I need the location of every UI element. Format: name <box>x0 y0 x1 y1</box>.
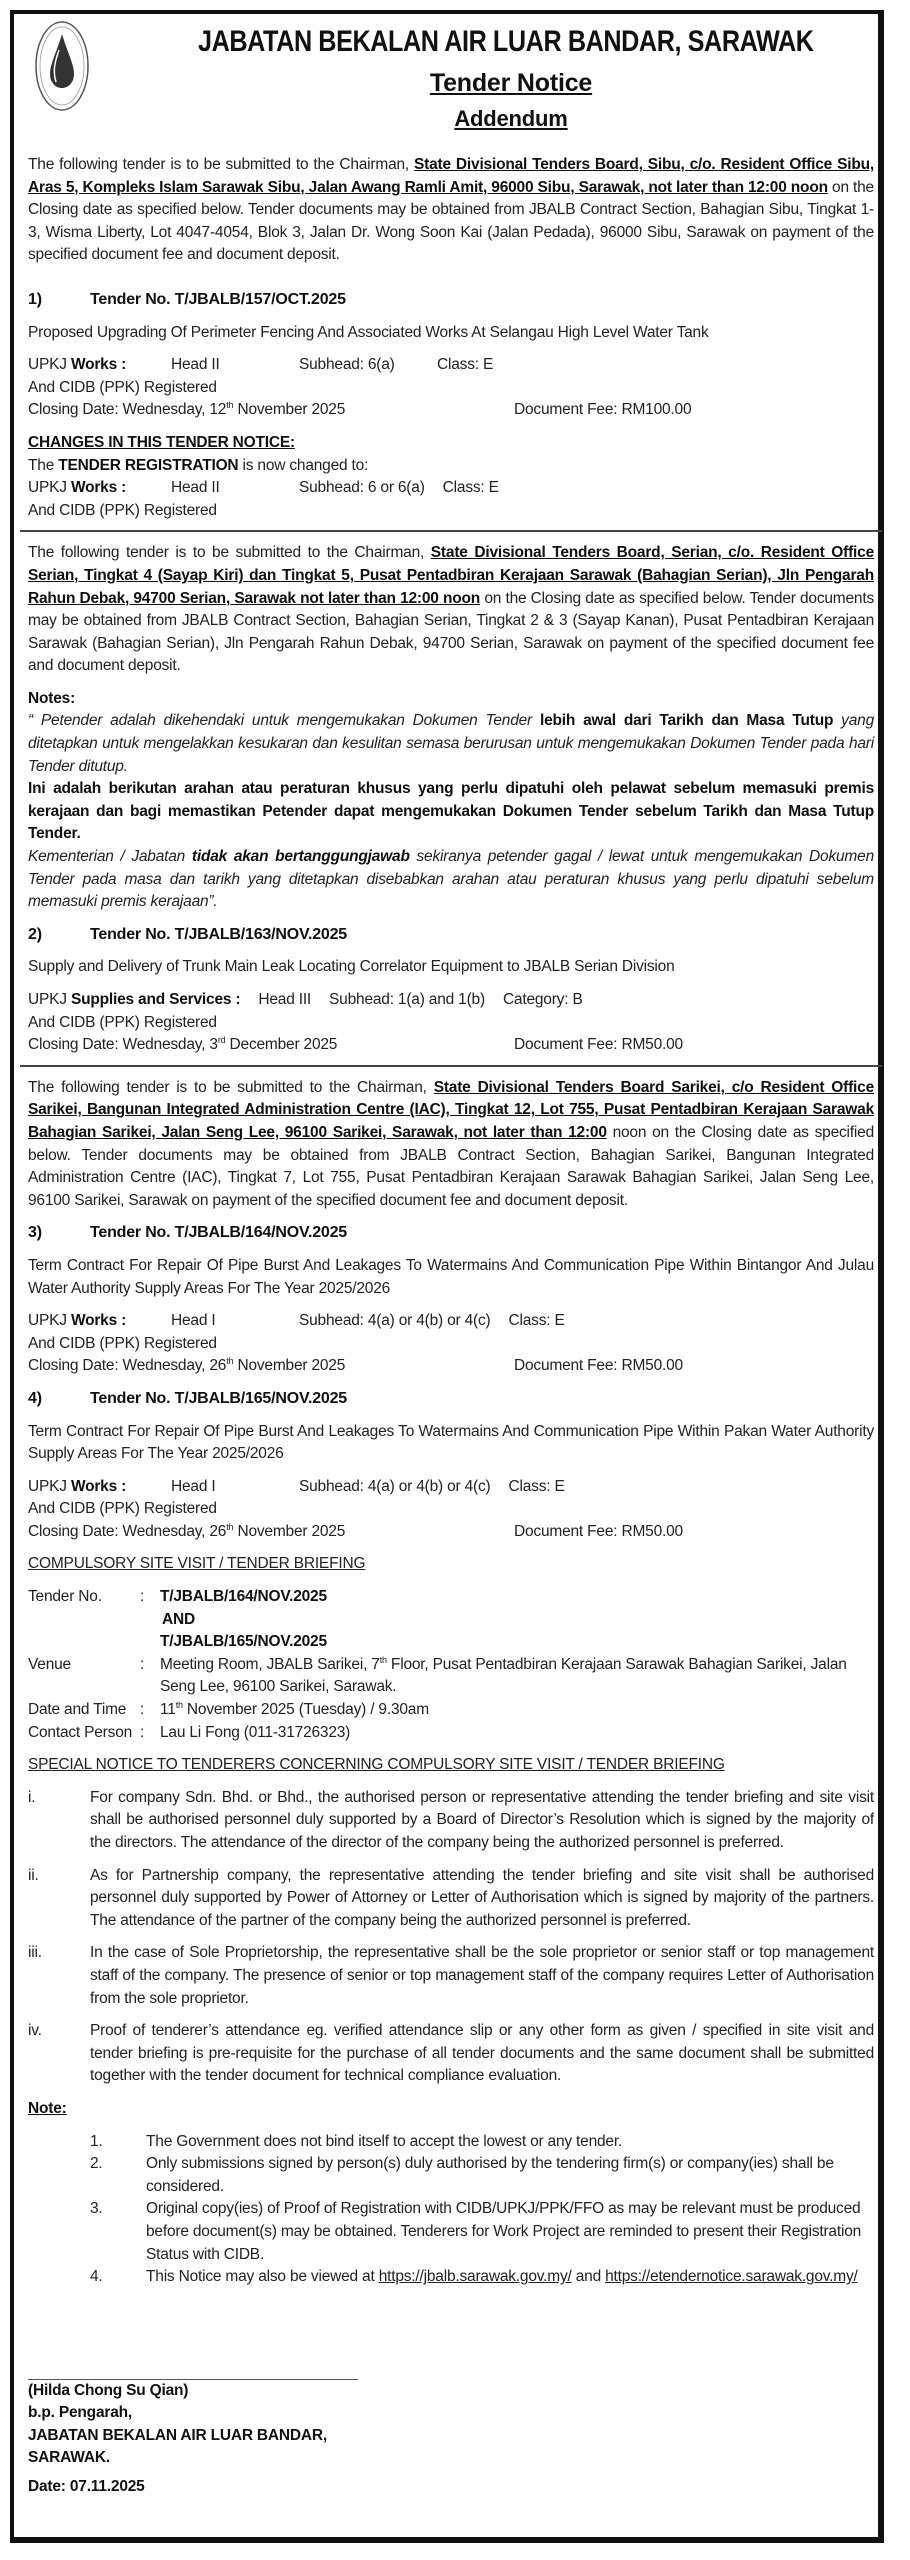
text-segment: State Divisional Tenders Board, Sibu, c/o. Resident Office Sibu, Aras 5, Kompleks Islam Sarawak Sibu, Jalan Awang Ramli Amit, 96000 Sibu, Sarawak, not later than 12:00 noon <box>28 156 874 196</box>
text-segment: noon on the Closing date as specified below. Tender documents may be obtained from JBALB Contract Section, Bahagian Sarikei, Bangunan Integrated Administration Centre (IAC), Tingkat 7, Lot 755, Pusat Pentadbiran Kerajaan Sarawak Bahagian Sarikei, Jalan Seng Lee, 96100 Sarikei, Sarawak on payment of the specified document fee and document deposit. <box>28 1123 874 1209</box>
section-divider <box>20 530 882 532</box>
note-item: 2. Only submissions signed by person(s) duly authorised by the tendering firm(s) or company(ies) shall be considered. <box>90 2155 834 2195</box>
special-notice-list <box>28 1787 874 2088</box>
text-segment: Floor, Pusat Pentadbiran Kerajaan Sarawak Bahagian Sarikei, Jalan Seng Lee, 96100 Sarikei, Sarawak. <box>160 1655 847 1696</box>
text-segment: on the Closing date as specified below. Tender documents may be obtained from JBALB Contract Section, Bahagian Serian, Tingkat 2 & 3 (Sayap Kanan), Pusat Pentadbiran Kerajaan Sarawak (Bahagian Serian), Jln Pengarah Rahun Debak, 94700 Serian, Sarawak on payment of the specified document fee and document deposit. <box>28 589 874 675</box>
special-notice-item: i. For company Sdn. Bhd. or Bhd., the authorised person or representative attending the tender briefing and site visit shall be authorised personnel duly supported by a Board of Director’s Resolution which is signed by the majority of the directors. The attendance of the director of the company being the authorized personnel is preferred. <box>28 1788 874 1851</box>
tender-cidb: And CIDB (PPK) Registered <box>28 1500 217 1518</box>
section-divider <box>20 1065 882 1067</box>
note-list <box>28 2131 874 2289</box>
text-segment: The following tender is to be submitted to the Chairman, <box>28 156 415 173</box>
text-segment: th <box>379 1654 387 1665</box>
text-segment: Only submissions signed by person(s) duly authorised by the tendering firm(s) or company(ies) shall be considered. <box>146 2155 834 2195</box>
text-segment: The following tender is to be submitted to the Chairman, <box>28 544 431 562</box>
text-segment: November 2025 <box>233 401 346 419</box>
tender-2-closing <box>28 1034 874 1057</box>
text-segment: November 2025 <box>233 1357 346 1375</box>
text-segment: Kementerian / Jabatan <box>28 848 192 866</box>
addendum-title: Addendum <box>454 106 568 131</box>
tender-registration: UPKJ Works : Head I Subhead: 4(a) or 4(b) or 4(c) Class: E <box>28 1312 565 1330</box>
tender-registration: UPKJ Works : Head I Subhead: 4(a) or 4(b) or 4(c) Class: E <box>28 1477 565 1495</box>
serian-intro <box>28 542 874 678</box>
tender-fee: Document Fee: RM50.00 <box>514 1522 683 1540</box>
tender-1-number: 1) Tender No. T/JBALB/157/OCT.2025 <box>28 290 346 308</box>
tender-1-closing <box>28 399 874 422</box>
tender-description: Term Contract For Repair Of Pipe Burst And Leakages To Watermains And Communication Pipe Within Bintangor And Julau Water Authority Supply Areas For The Year 2025/2026 <box>28 1256 874 1297</box>
changes-cidb: And CIDB (PPK) Registered <box>28 501 217 519</box>
tender-cidb: And CIDB (PPK) Registered <box>28 1334 217 1352</box>
note-1 <box>28 710 874 778</box>
tender-number: 4) Tender No. T/JBALB/165/NOV.2025 <box>28 1389 348 1407</box>
text-segment: November 2025 (Tuesday) / 9.30am <box>182 1701 429 1719</box>
sibu-intro <box>28 154 874 267</box>
tender-2-fee: Document Fee: RM50.00 <box>514 1036 683 1054</box>
special-notice-item: iv. Proof of tenderer’s attendance eg. verified attendance slip or any other form as given / specified in site visit and tender briefing is pre-requisite for the purchase of all tender documents and the same document shall be submitted together with the tender document for technical compliance evaluation. <box>28 2022 874 2085</box>
tender-2-registration: UPKJ Supplies and Services : Head III Subhead: 1(a) and 1(b) Category: B <box>28 991 583 1008</box>
header <box>28 14 874 154</box>
tender-number: 3) Tender No. T/JBALB/164/NOV.2025 <box>28 1224 348 1242</box>
text-segment: Ini adalah berikutan arahan atau peraturan khusus yang perlu dipatuhi oleh pelawat sebelum memasuki premis kerajaan dan bagi memastikan Petender dapat mengemukakan Dokumen Tender sebelum Tarikh dan Masa Tutup Tender. <box>28 780 874 843</box>
tender-fee: Document Fee: RM50.00 <box>514 1357 683 1375</box>
text-segment: tidak akan bertanggungjawab <box>191 848 410 866</box>
text-segment: is now changed to: <box>238 456 369 474</box>
text-segment: on the Closing date as specified below. Tender documents may be obtained from JBALB Contract Section, Bahagian Sibu, Tingkat 1-3, Wisma Liberty, Lot 4047-4054, Blok 3, Jalan Dr. Wong Soon Kai (Jalan Pedada), 96000 Sibu, Sarawak on payment of the specified document fee and document deposit. <box>28 178 874 264</box>
text-segment: The <box>28 456 59 474</box>
special-notice-item: ii. As for Partnership company, the representative attending the tender briefing and site visit shall be authorised personnel duly supported by Power of Attorney or Letter of Authorisation which is signed by majority of the partners. The attendance of the partner of the company being the authorized personnel is preferred. <box>28 1866 874 1929</box>
tender-1-fee: Document Fee: RM100.00 <box>514 401 692 419</box>
text-segment: Closing Date: Wednesday, 12 <box>28 401 227 419</box>
text-segment: “ Petender adalah dikehendaki untuk mengemukakan Dokumen Tender <box>28 712 540 730</box>
text-segment: This Notice may also be viewed at <box>146 2268 379 2286</box>
tender-1-registration: UPKJ Works : Head II Subhead: 6(a) Class: E <box>28 356 494 374</box>
tender-closing <box>28 1355 874 1378</box>
text-segment: November 2025 <box>233 1522 346 1540</box>
note-2 <box>28 778 874 846</box>
note-3 <box>28 846 874 914</box>
note-item: 3. Original copy(ies) of Proof of Registration with CIDB/UPKJ/PPK/FFO as may be relevant must be produced before document(s) may be obtained. Tenderers for Work Project are reminded to present their Registration Status with CIDB. <box>90 2200 862 2263</box>
briefing-details: Tender No. : T/JBALB/164/NOV.2025 AND T/JBALB/165/NOV.2025 Venue : Meeting Room, JBALB Sarikei, 7th Floor, Pusat Pentadbiran Kerajaan Sarawak Bahagian Sarikei, Jalan Seng Lee, 96100 Sarikei, Sarawak. Date and Time : 11th November 2025 (Tuesday) / 9.30am Contact Person : Lau Li Fong (011-31726323) <box>28 1588 847 1741</box>
tender-2-cidb: And CIDB (PPK) Registered <box>28 1013 217 1031</box>
tender-notice <box>28 14 874 2499</box>
tender-1-cidb: And CIDB (PPK) Registered <box>28 378 217 396</box>
text-segment: State Divisional Tenders Board, Serian, c/o. Resident Office Serian, Tingkat 4 (Sayap Kiri) dan Tingkat 5, Pusat Pentadbiran Kerajaan Sarawak (Bahagian Serian), Jln Pengarah Rahun Debak, 94700 Serian, Sarawak not later than 12:00 noon <box>28 544 875 607</box>
special-notice-item: iii. In the case of Sole Proprietorship, the representative shall be the sole proprietor or senior staff or top management staff of the company. The presence of senior or top management staff of the company requires Letter of Authorisation from the sole proprietor. <box>28 1944 874 2007</box>
text-segment: th <box>175 1699 183 1710</box>
notice-link[interactable]: https://etendernotice.sarawak.gov.my/ <box>605 2268 858 2286</box>
tender-2-description: Supply and Delivery of Trunk Main Leak Locating Correlator Equipment to JBALB Serian Division <box>28 958 675 976</box>
text-segment: Closing Date: Wednesday, 3 <box>28 1036 218 1054</box>
text-segment: Meeting Room, JBALB Sarikei, 7 <box>160 1655 380 1673</box>
note-heading: Note: <box>28 2099 67 2117</box>
signature-block: (Hilda Chong Su Qian) b.p. Pengarah, JABATAN BEKALAN AIR LUAR BANDAR, SARAWAK. Date: 07.11.2025 <box>28 2380 874 2499</box>
notes-heading: Notes: <box>28 689 76 707</box>
changes-line <box>28 455 874 478</box>
text-segment: Closing Date: Wednesday, 26 <box>28 1522 227 1540</box>
text-segment: The following tender is to be submitted to the Chairman, <box>28 1078 434 1096</box>
text-segment: yang ditetapkan untuk mengelakkan kesukaran dan kesulitan semasa berurusan untuk mengemukakan Dokumen Tender pada hari Tender ditutup. <box>28 712 874 775</box>
tender-1-description: Proposed Upgrading Of Perimeter Fencing And Associated Works At Selangau High Level Water Tank <box>28 323 709 341</box>
text-segment: 11 <box>160 1701 176 1719</box>
notice-title: Tender Notice <box>429 69 593 97</box>
notice-link[interactable]: https://jbalb.sarawak.gov.my/ <box>378 2268 572 2286</box>
sarikei-intro <box>28 1077 874 1213</box>
tender-description: Term Contract For Repair Of Pipe Burst And Leakages To Watermains And Communication Pipe Within Pakan Water Authority Supply Areas For The Year 2025/2026 <box>28 1422 874 1463</box>
tender-2-number: 2) Tender No. T/JBALB/163/NOV.2025 <box>28 925 348 943</box>
text-segment: th <box>226 1356 234 1367</box>
text-segment: State Divisional Tenders Board Sarikei, c/o Resident Office Sarikei, Bangunan Integrated Administration Centre (IAC), Tingkat 12, Lot 755, Pusat Pentadbiran Kerajaan Sarawak Bahagian Sarikei, Jalan Seng Lee, 96100 Sarikei, Sarawak, not later than 12:00 <box>28 1078 874 1141</box>
text-segment: December 2025 <box>225 1036 338 1054</box>
text-segment: Closing Date: Wednesday, 26 <box>28 1357 227 1375</box>
jbalb-logo <box>34 20 90 112</box>
note-item: 4. This Notice may also be viewed at https://jbalb.sarawak.gov.my/ and https://etendernotice.sarawak.gov.my/ <box>90 2268 858 2286</box>
department-title: JABATAN BEKALAN AIR LUAR BANDAR, SARAWAK <box>198 25 814 58</box>
briefing-heading: COMPULSORY SITE VISIT / TENDER BRIEFING <box>28 1555 366 1573</box>
text-segment: Original copy(ies) of Proof of Registration with CIDB/UPKJ/PPK/FFO as may be relevant must be produced before document(s) may be obtained. Tenderers for Work Project are reminded to present their Registration Status with CIDB. <box>146 2200 862 2263</box>
changes-heading: CHANGES IN THIS TENDER NOTICE: <box>28 433 295 451</box>
text-segment: The Government does not bind itself to accept the lowest or any tender. <box>146 2132 623 2150</box>
tender-closing <box>28 1521 874 1544</box>
text-segment: th <box>226 1521 234 1532</box>
note-item: 1. The Government does not bind itself to accept the lowest or any tender. <box>90 2132 623 2150</box>
text-segment: sekiranya petender gagal / lewat untuk mengemukakan Dokumen Tender pada masa dan tarikh yang ditetapkan disebabkan arahan atau peraturan khusus yang perlu dipatuhi sebelum memasuki premis kerajaan”. <box>28 848 874 911</box>
text-segment: lebih awal dari Tarikh dan Masa Tutup <box>539 712 834 730</box>
special-notice-heading: SPECIAL NOTICE TO TENDERERS CONCERNING COMPULSORY SITE VISIT / TENDER BRIEFING <box>28 1756 725 1774</box>
changes-registration: UPKJ Works : Head II Subhead: 6 or 6(a) Class: E <box>28 479 499 497</box>
text-segment: th <box>226 400 234 411</box>
notice-date: Date: 07.11.2025 <box>28 2478 145 2496</box>
text-segment: and <box>571 2268 606 2286</box>
text-segment: rd <box>217 1035 226 1046</box>
text-segment: TENDER REGISTRATION <box>58 456 239 474</box>
